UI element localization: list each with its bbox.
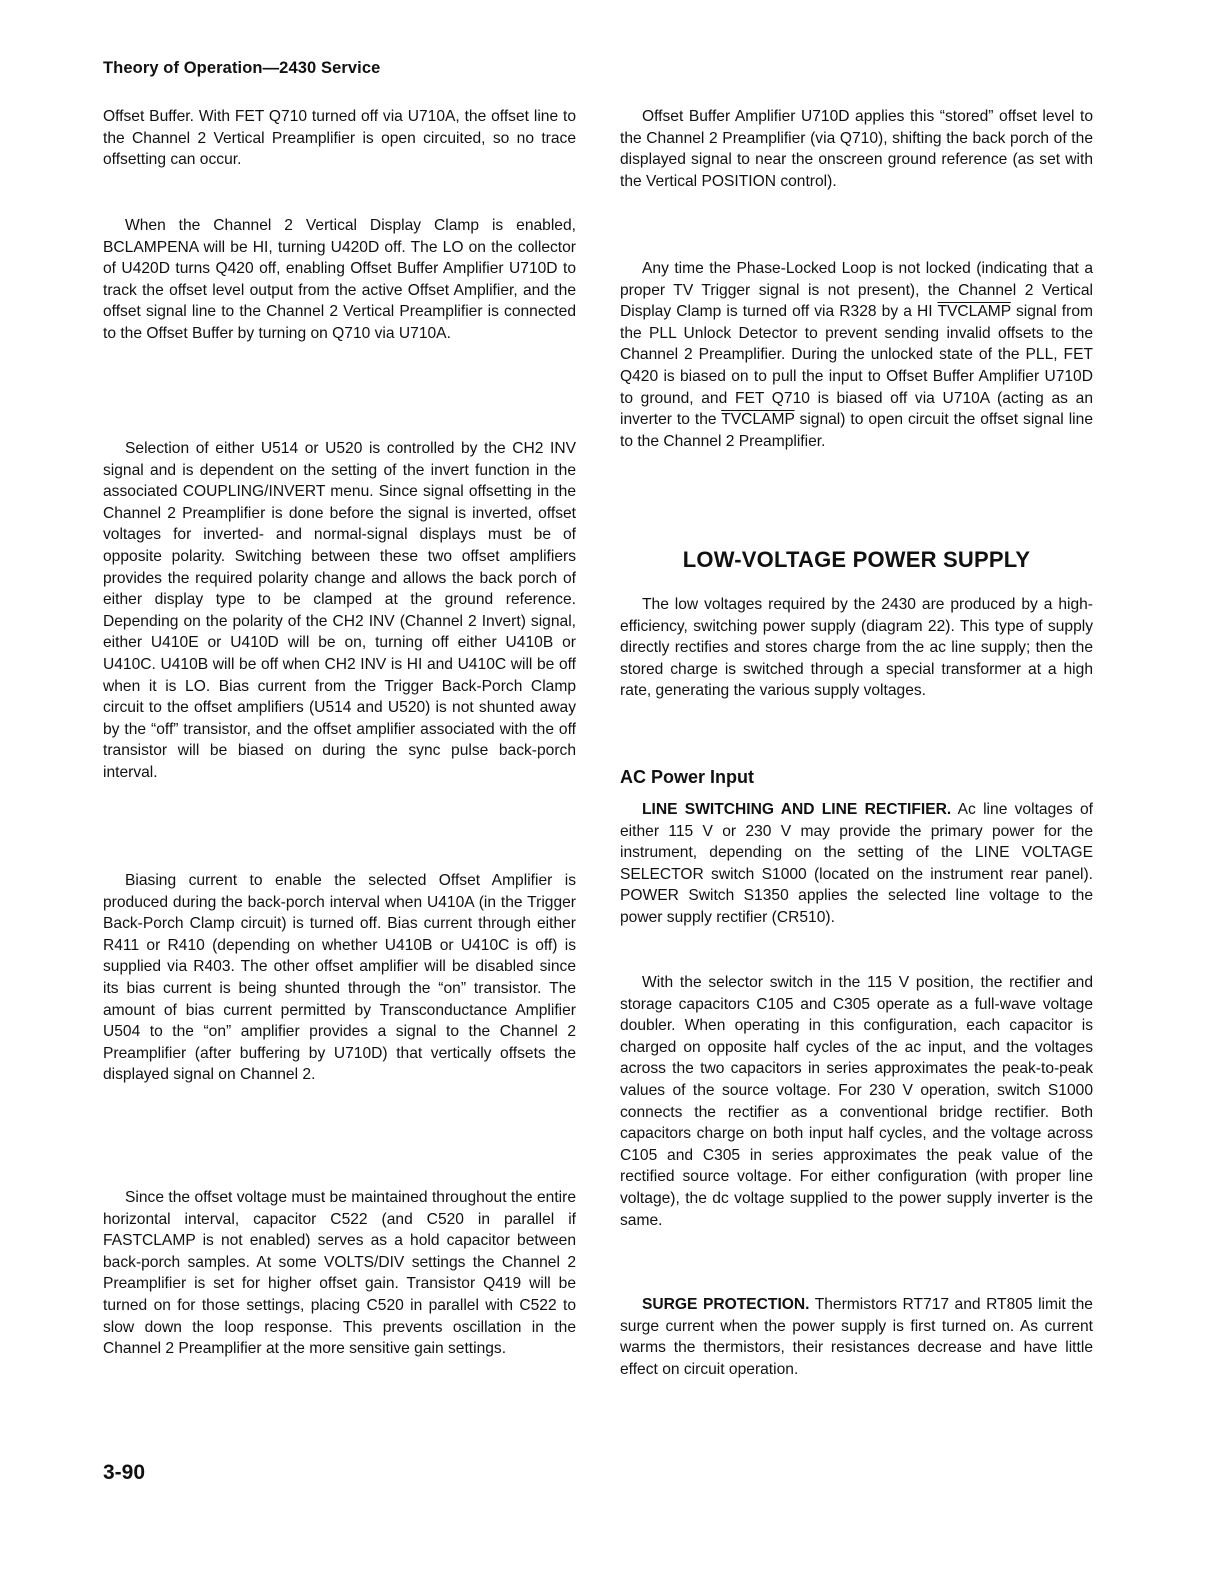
run-in-heading: LINE SWITCHING AND LINE RECTIFIER. — [642, 801, 952, 818]
paragraph-text: signal) to open circuit the offset signal line to the Channel 2 Preamplifier. — [620, 411, 1093, 450]
paragraph: Offset Buffer Amplifier U710D applies this “stored” offset level to the Channel 2 Preamplifier (via Q710), shifting the back porch of the displayed signal to near the onscreen ground reference (as set with the Vertical POSITION control). — [620, 108, 1093, 190]
paragraph-text: Any time the Phase-Locked Loop is not locked (indicating that a proper TV Trigger signal is not present), the Channel 2 Vertical Display Clamp is turned off via R328 by a HI — [620, 260, 1093, 321]
subsection-title: AC Power Input — [620, 767, 754, 787]
paragraph: When the Channel 2 Vertical Display Clamp is enabled, BCLAMPENA will be HI, turning U420D off. The LO on the collector of U420D turns Q420 off, enabling Offset Buffer Amplifier U710D to track the offset level output from the active Offset Amplifier, and the offset signal line to the Channel 2 Vertical Preamplifier is connected to the Offset Buffer by turning on Q710 via U710A. — [103, 217, 576, 342]
page-number: 3-90 — [103, 1461, 146, 1484]
tvclamp-signal-name: TVCLAMP — [937, 303, 1011, 321]
tvclamp-signal-name: TVCLAMP — [721, 411, 795, 429]
run-in-heading: SURGE PROTECTION. — [642, 1296, 810, 1313]
paragraph-text: Thermistors RT717 and RT805 limit the surge current when the power supply is first turned on. As current warms the thermistors, their resistances decrease and have little effect on circuit operation. — [620, 1296, 1093, 1378]
paragraph-text: Ac line voltages of either 115 V or 230 V may provide the primary power for the instrument, depending on the setting of the LINE VOLTAGE SELECTOR switch S1000 (located on the instrument rear panel). POWER Switch S1350 applies the selected line voltage to the power supply rectifier (CR510). — [620, 801, 1093, 926]
paragraph-text: signal from the PLL Unlock Detector to prevent sending invalid offsets to the Channel 2 Preamplifier. During the unlocked state of the PLL, FET Q420 is biased on to pull the input to Offset Buffer Amplifier U710D to ground, and FET Q710 is biased off via U710A (acting as an inverter to the — [620, 303, 1093, 429]
paragraph: Since the offset voltage must be maintained throughout the entire horizontal interval, capacitor C522 (and C520 in parallel if FASTCLAMP is not enabled) serves as a hold capacitor between back-porch samples. At some VOLTS/DIV settings the Channel 2 Preamplifier is set for higher offset gain. Transistor Q419 will be turned on for those settings, placing C520 in parallel with C522 to slow down the loop response. This prevents oscillation in the Channel 2 Preamplifier at the more sensitive gain settings. — [103, 1189, 576, 1358]
paragraph: Selection of either U514 or U520 is controlled by the CH2 INV signal and is dependent on the setting of the invert function in the associated COUPLING/INVERT menu. Since signal offsetting in the Channel 2 Preamplifier is done before the signal is inverted, offset voltages for inverted- and normal-signal displays must be of opposite polarity. Switching between these two offset amplifiers provides the required polarity change and allows the back porch of either display type to be clamped at the ground reference. Depending on the polarity of the CH2 INV (Channel 2 Invert) signal, either U410E or U410D will be on, turning off either U410B or U410C. U410B will be off when CH2 INV is HI and U410C will be off when it is LO. Bias current from the Trigger Back-Porch Clamp circuit to the offset amplifiers (U514 and U520) is not shunted away by the “off” transistor, and the offset amplifier associated with the off transistor will be biased on during the sync pulse back-porch interval. — [103, 440, 576, 781]
paragraph — [620, 799, 1093, 929]
running-header: Theory of Operation—2430 Service — [103, 59, 381, 77]
paragraph: With the selector switch in the 115 V position, the rectifier and storage capacitors C105 and C305 operate as a full-wave voltage doubler. When operating in this configuration, each capacitor is charged on opposite half cycles of the ac input, and the voltages across the two capacitors in series approximates the peak-to-peak values of the source voltage. For 230 V operation, switch S1000 connects the rectifier as a conventional bridge rectifier. Both capacitors charge on both input half cycles, and the voltage across C105 and C305 in series approximates the peak value of the rectified source voltage. For either configuration (with proper line voltage), the dc voltage supplied to the power supply inverter is the same. — [620, 974, 1093, 1229]
paragraph: The low voltages required by the 2430 are produced by a high-efficiency, switching power supply (diagram 22). This type of supply directly rectifies and stores charge from the ac line supply; then the stored charge is switched through a special transformer at a high rate, generating the various supply voltages. — [620, 596, 1093, 700]
paragraph — [620, 1294, 1093, 1380]
section-title: LOW-VOLTAGE POWER SUPPLY — [682, 547, 1031, 572]
paragraph — [620, 258, 1093, 452]
paragraph: Biasing current to enable the selected Offset Amplifier is produced during the back-porch interval when U410A (in the Trigger Back-Porch Clamp circuit) is turned off. Bias current through either R411 or R410 (depending on whether U410B or U410C is off) is supplied via R403. The other offset amplifier will be disabled since its bias current is being shunted through the “on” transistor. The amount of bias current permitted by Transconductance Amplifier U504 to the “on” amplifier provides a signal to the Channel 2 Preamplifier (after buffering by U710D) that vertically offsets the displayed signal on Channel 2. — [103, 872, 576, 1084]
paragraph: Offset Buffer. With FET Q710 turned off via U710A, the offset line to the Channel 2 Vertical Preamplifier is open circuited, so no trace offsetting can occur. — [103, 108, 576, 169]
